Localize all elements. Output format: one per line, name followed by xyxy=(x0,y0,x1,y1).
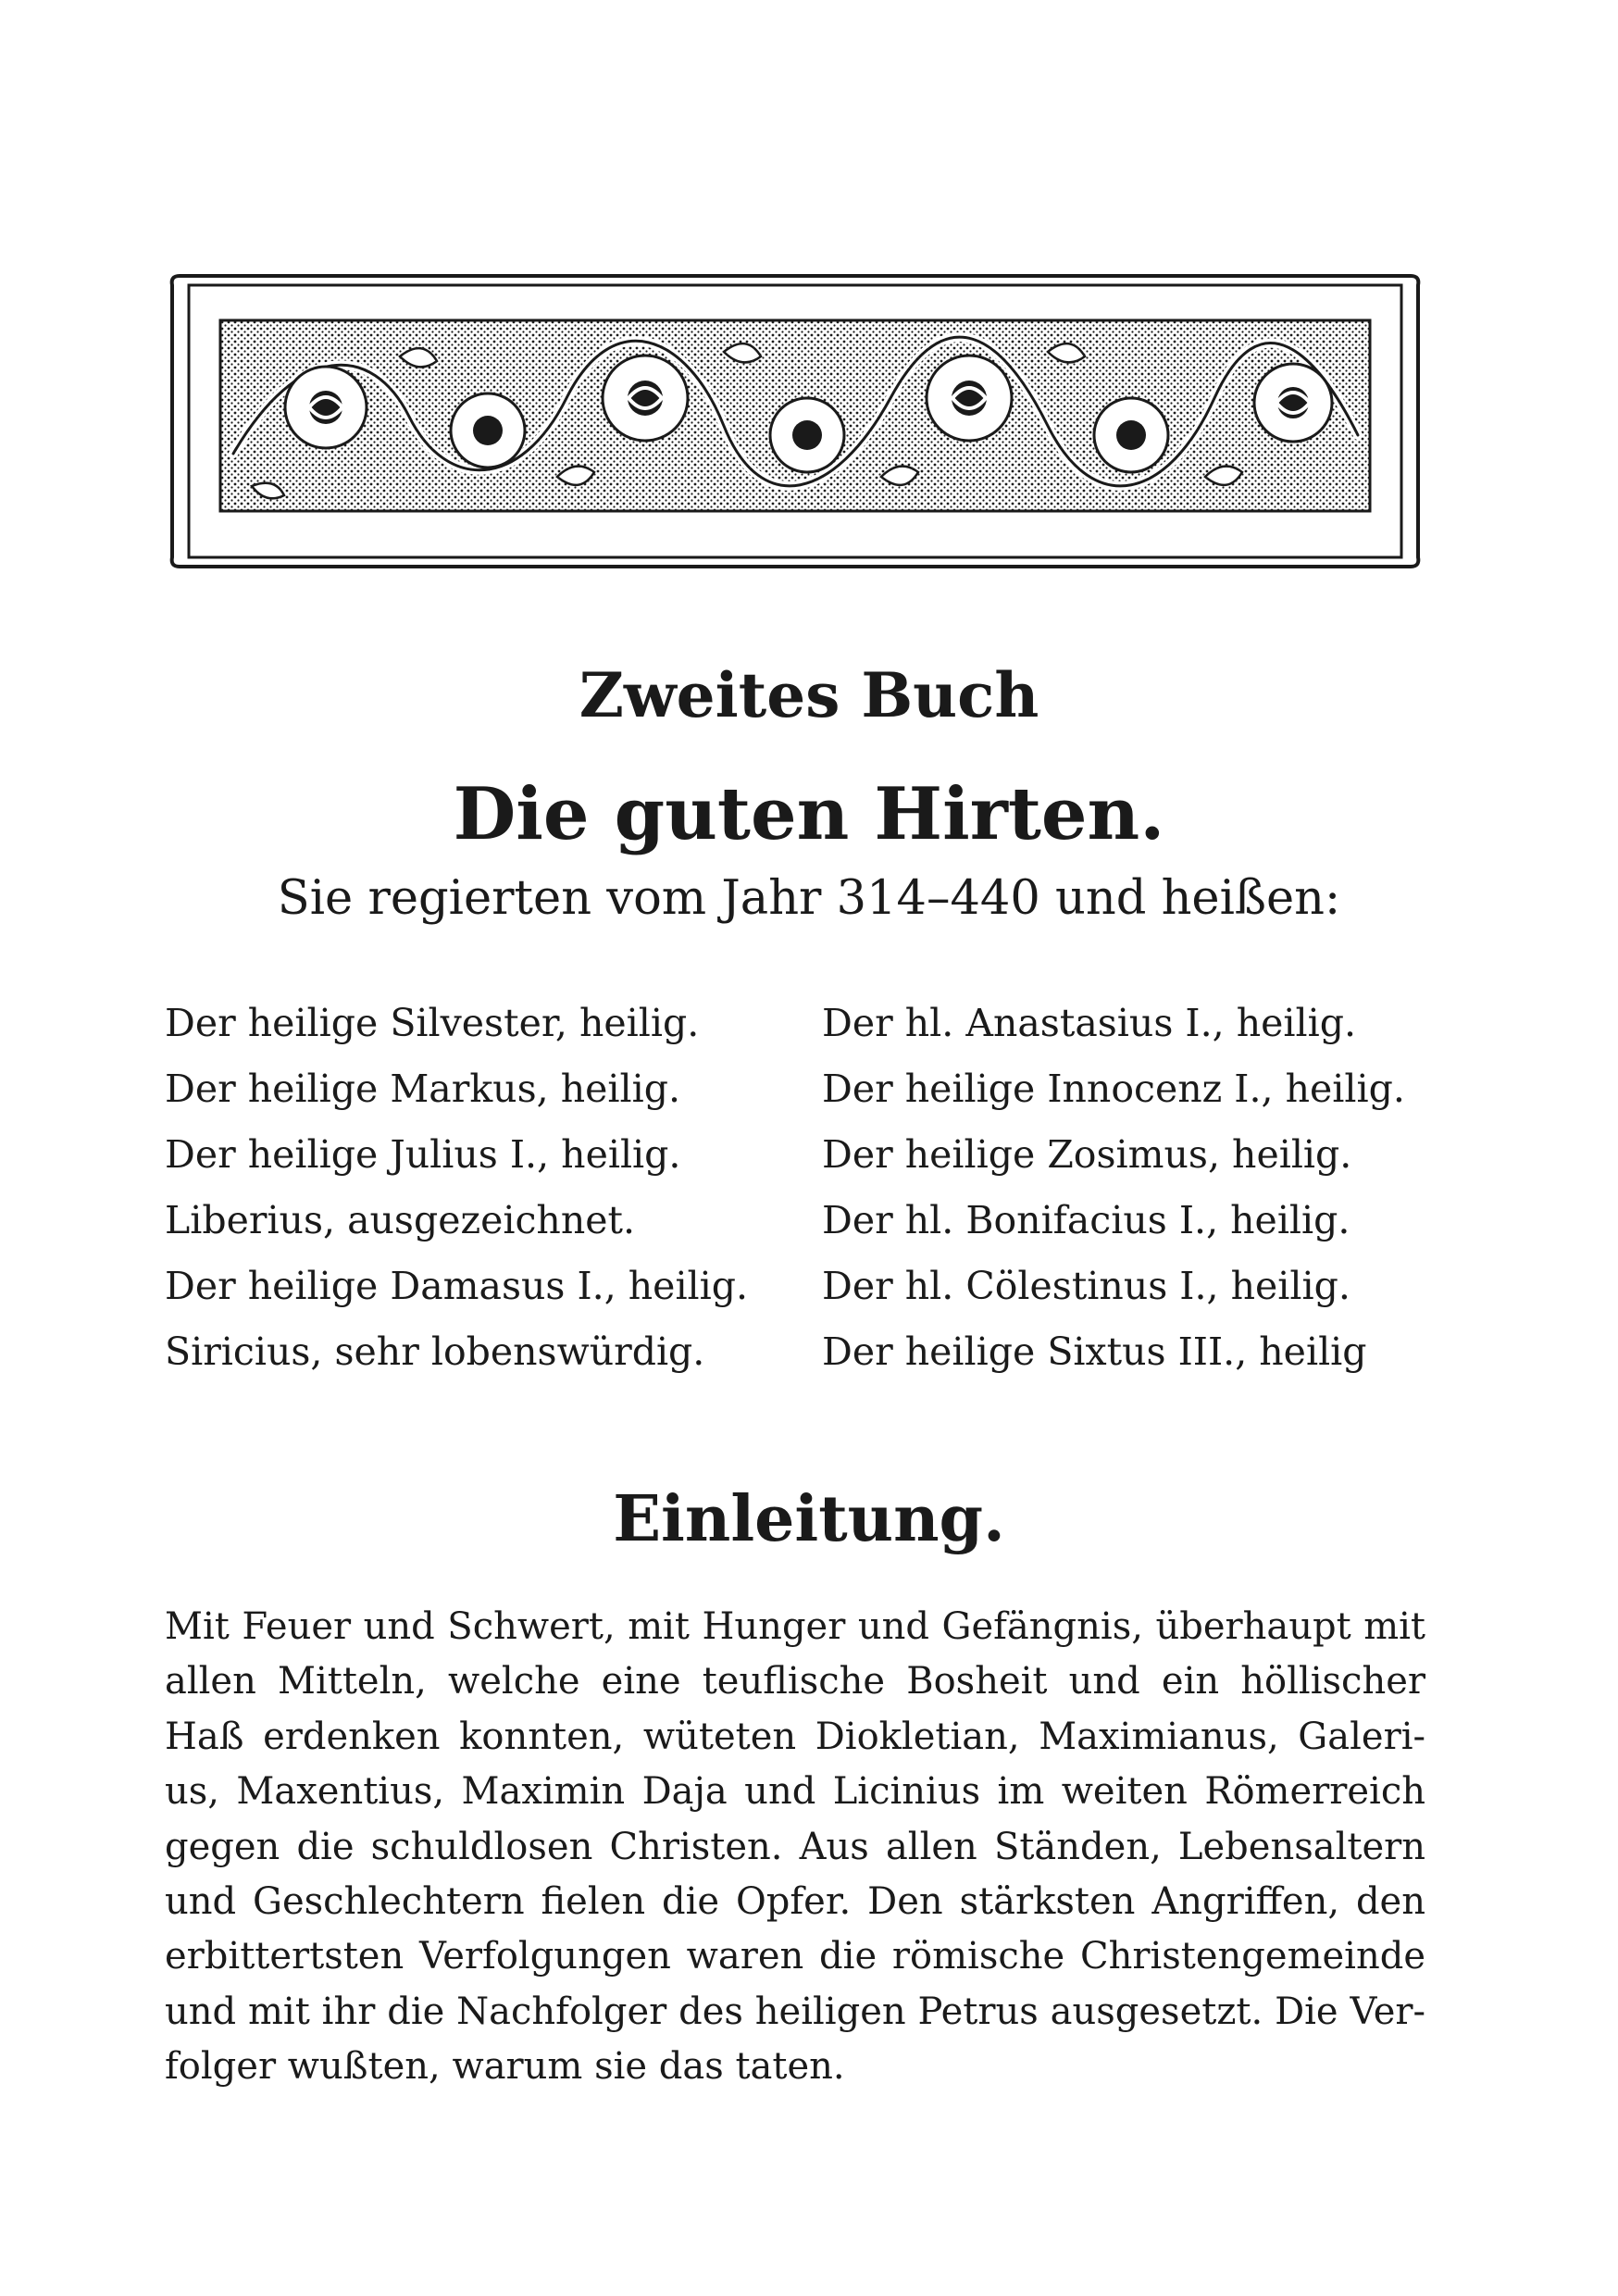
pope-list-item: Der hl. Anastasius I., heilig. xyxy=(822,1001,1356,1045)
paragraph-line: us, Maxentius, Maximin Daja und Licinius im weiten Römerreich xyxy=(165,1770,1425,1814)
pope-list-item: Der heilige Silvester, heilig. xyxy=(165,1001,700,1045)
body-paragraph xyxy=(165,1600,1425,2095)
paragraph-line: folger wußten, warum sie das taten. xyxy=(165,2045,845,2089)
paragraph-line: allen Mitteln, welche eine teuflische Bosheit und ein höllischer xyxy=(165,1660,1425,1703)
pope-list-item: Der hl. Bonifacius I., heilig. xyxy=(822,1198,1350,1242)
pope-list-item: Siricius, sehr lobenswürdig. xyxy=(165,1329,705,1374)
paragraph-line: und mit ihr die Nachfolger des heiligen Petrus ausgesetzt. Die Ver- xyxy=(165,1990,1425,2033)
pope-list-item: Der heilige Sixtus III., heilig xyxy=(822,1329,1367,1374)
pope-list-right xyxy=(822,991,1507,1385)
book-subtitle: Sie regierten vom Jahr 314–440 und heißen: xyxy=(277,871,1341,926)
paragraph-line: gegen die schuldlosen Christen. Aus allen Ständen, Lebensaltern xyxy=(165,1825,1425,1868)
paragraph-line: Mit Feuer und Schwert, mit Hunger und Gefängnis, überhaupt mit xyxy=(165,1605,1425,1648)
pope-list-item: Der heilige Innocenz I., heilig. xyxy=(822,1067,1405,1111)
pope-list-left xyxy=(165,991,803,1385)
pope-list-item: Der heilige Julius I., heilig. xyxy=(165,1132,681,1177)
paragraph-line: und Geschlechtern fielen die Opfer. Den stärksten Angriffen, den xyxy=(165,1879,1425,1923)
pope-list-item: Der heilige Zosimus, heilig. xyxy=(822,1132,1352,1177)
section-heading: Einleitung. xyxy=(613,1482,1005,1556)
ornamental-header-banner xyxy=(168,268,1422,574)
pope-list-item: Liberius, ausgezeichnet. xyxy=(165,1198,635,1242)
pope-list-item: Der heilige Damasus I., heilig. xyxy=(165,1264,749,1308)
paragraph-line: Haß erdenken konnten, wüteten Diokletian, Maximianus, Galeri- xyxy=(165,1715,1425,1758)
book-title: Die guten Hirten. xyxy=(453,772,1165,856)
book-label: Zweites Buch xyxy=(579,659,1039,731)
pope-list-item: Der hl. Cölestinus I., heilig. xyxy=(822,1264,1350,1308)
paragraph-line: erbittertsten Verfolgungen waren die römische Christengemeinde xyxy=(165,1935,1425,1978)
pope-list-item: Der heilige Markus, heilig. xyxy=(165,1067,680,1111)
